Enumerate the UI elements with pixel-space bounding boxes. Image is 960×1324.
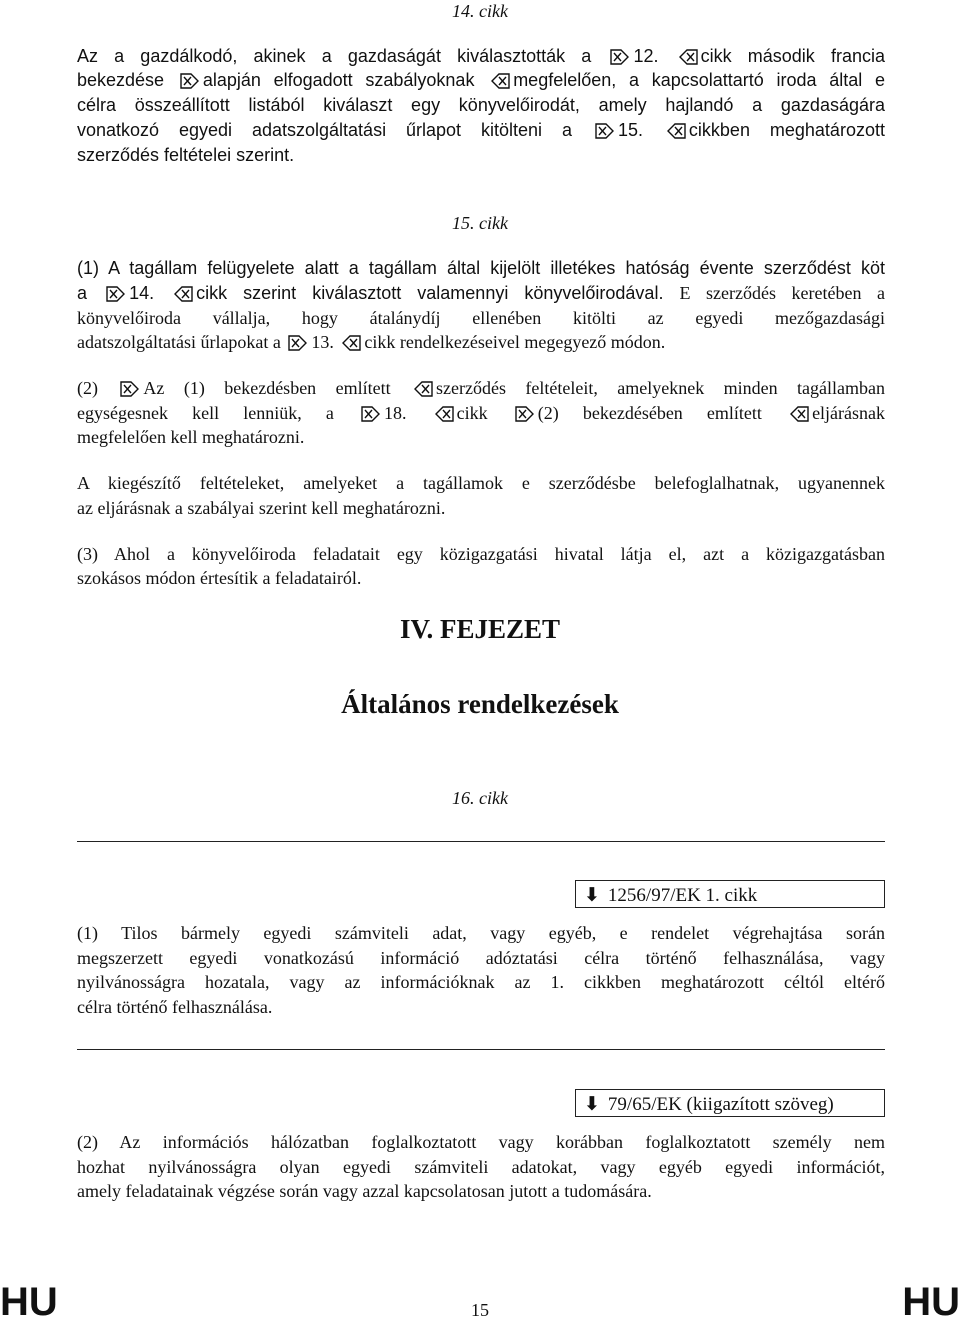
insert-marker-icon (180, 73, 200, 89)
article-14-heading: 14. cikk (452, 1, 508, 21)
insert-marker-icon (515, 406, 535, 422)
article-16-p1-line-3: nyilvánosságra hozatala, vagy az információknak az 1. cikkben meghatározott céltól eltérő (77, 972, 885, 992)
reference-arrow-icon: ⬇ (584, 884, 600, 906)
page-number: 15 (471, 1300, 489, 1320)
delete-marker-icon (678, 49, 698, 65)
article-15-p3-line-1: A kiegészítő feltételeket, amelyeket a tagállamok e szerződésbe belefoglalhatnak, ugyanennek (77, 473, 885, 493)
article-16-p1-line-2: megszerzett egyedi vonatkozású információ adóztatási célra történő felhasználása, vagy (77, 948, 885, 968)
article-16-p1-line-4: célra történő felhasználása. (77, 997, 273, 1017)
delete-marker-icon (434, 406, 454, 422)
article-16-p2-line-1: (2) Az információs hálózatban foglalkoztatott vagy korábban foglalkoztatott személy nem (77, 1132, 885, 1152)
article-14-line-3: célra összeállított listából kiválaszt egy könyvelőirodát, amely hajlandó a gazdaságára (77, 95, 885, 115)
section-divider (77, 841, 885, 842)
article-14-line-4: vonatkozó egyedi adatszolgáltatási űrlapot kitölteni a 15. cikkben meghatározott (77, 120, 885, 140)
insert-marker-icon (595, 123, 615, 139)
article-15-p3-line-2: az eljárásnak a szabályai szerint kell meghatározni. (77, 498, 446, 518)
article-15-p2-line-3: megfelelően kell meghatározni. (77, 427, 305, 447)
article-16-p1-line-1: (1) Tilos bármely egyedi számviteli adat, vagy egyéb, e rendelet végrehajtása során (77, 923, 885, 943)
article-15-p1-line-4: adatszolgáltatási űrlapokat a 13. cikk rendelkezéseivel megegyező módon. (77, 332, 666, 352)
insert-marker-icon (106, 286, 126, 302)
chapter-title: Általános rendelkezések (341, 689, 619, 719)
article-16-p2-line-2: hozhat nyilvánosságra olyan egyedi számviteli adatokat, vagy egyéb egyedi információt, (77, 1157, 885, 1177)
reference-arrow-icon: ⬇ (584, 1093, 600, 1115)
insert-marker-icon (361, 406, 381, 422)
insert-marker-icon (288, 335, 308, 351)
article-14-line-1: Az a gazdálkodó, akinek a gazdaságát kiválasztották a 12. cikk második francia (77, 46, 885, 66)
article-15-p4-line-2: szokásos módon értesítik a feladatairól. (77, 568, 362, 588)
section-divider (77, 1049, 885, 1050)
footer-language-left: HU (0, 1280, 58, 1324)
footer-language-right: HU (902, 1280, 960, 1324)
article-15-p1-line-3: könyvelőiroda vállalja, hogy átalánydíj ellenében kitölti az egyedi mezőgazdasági (77, 308, 885, 328)
article-16-heading: 16. cikk (452, 788, 508, 808)
article-14-line-2: bekezdése alapján elfogadott szabályoknak megfelelően, a kapcsolattartó iroda által e (77, 70, 886, 90)
chapter-number: IV. FEJEZET (399, 614, 561, 644)
insert-marker-icon (610, 49, 630, 65)
delete-marker-icon (341, 335, 361, 351)
delete-marker-icon (413, 381, 433, 397)
insert-marker-icon (120, 381, 140, 397)
article-15-p1-line-2: a 14. cikk szerint kiválasztott valamennyi könyvelőirodával. E szerződés keretében a (77, 283, 885, 303)
article-15-heading: 15. cikk (452, 213, 508, 233)
source-reference-79-65: ⬇ 79/65/EK (kiigazított szöveg) (575, 1089, 885, 1117)
delete-marker-icon (490, 73, 510, 89)
source-reference-1256-97: ⬇ 1256/97/EK 1. cikk (575, 880, 885, 908)
article-15-p1-line-1: (1) A tagállam felügyelete alatt a tagállam által kijelölt illetékes hatóság évente szerződést köt (77, 258, 885, 278)
delete-marker-icon (173, 286, 193, 302)
article-15-p2-line-2: egységesnek kell lenniük, a 18. cikk (2) bekezdésében említett eljárásnak (77, 403, 886, 423)
article-14-line-5: szerződés feltételei szerint. (77, 145, 295, 165)
delete-marker-icon (666, 123, 686, 139)
delete-marker-icon (789, 406, 809, 422)
article-16-p2-line-3: amely feladatainak végzése során vagy azzal kapcsolatosan jutott a tudomására. (77, 1181, 652, 1201)
article-15-p2-line-1: (2) Az (1) bekezdésben említett szerződés feltételeit, amelyeknek minden tagállamban (77, 378, 886, 398)
article-15-p4-line-1: (3) Ahol a könyvelőiroda feladatait egy közigazgatási hivatal látja el, azt a közigazgatásban (77, 544, 885, 564)
